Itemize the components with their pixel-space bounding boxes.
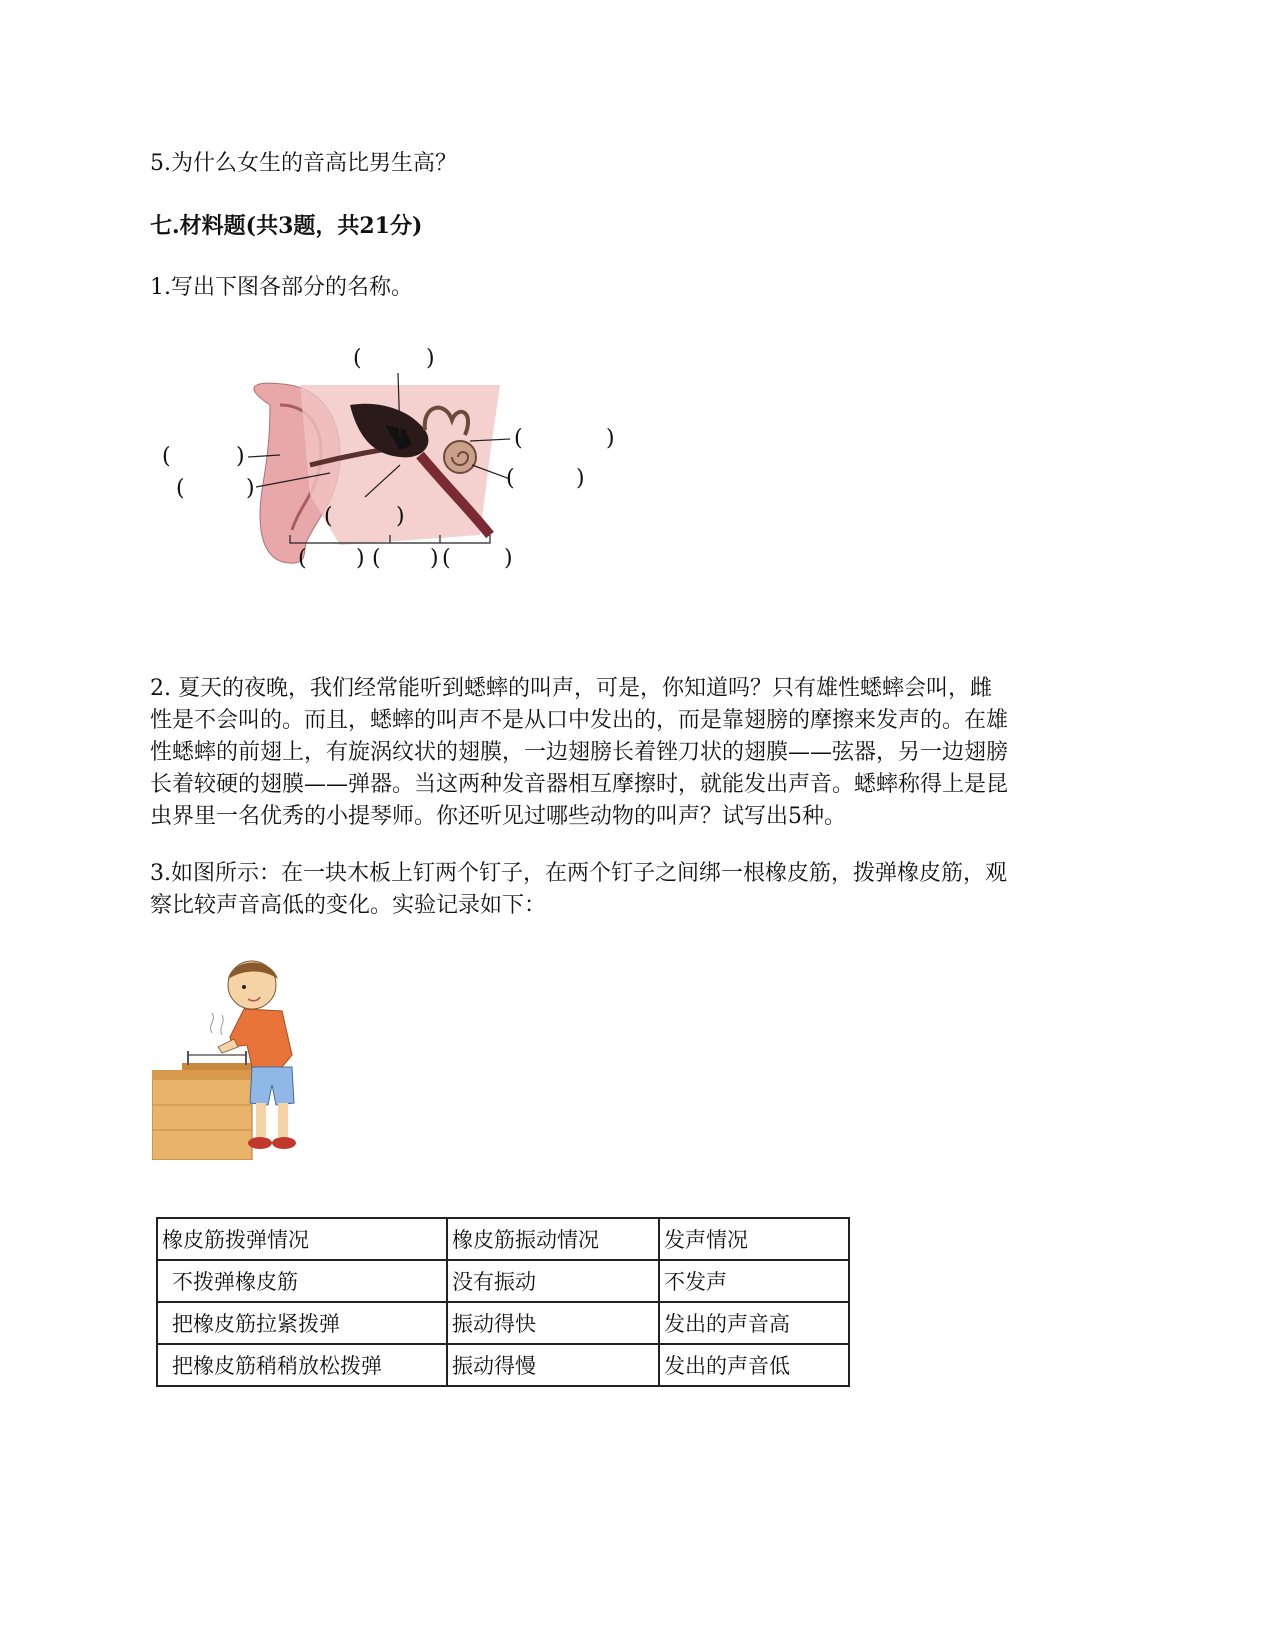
blank-top-close: ) xyxy=(426,346,435,371)
ear-diagram xyxy=(160,345,660,615)
table-cell: 发出的声音高 xyxy=(659,1302,849,1344)
table-header-cell: 发声情况 xyxy=(659,1218,849,1260)
table-cell: 没有振动 xyxy=(447,1260,659,1302)
table-cell: 把橡皮筋稍稍放松拨弹 xyxy=(157,1344,447,1386)
q2-line: 性是不会叫的。而且，蟋蟀的叫声不是从口中发出的，而是靠翅膀的摩擦来发声的。在雄 xyxy=(150,708,1009,733)
blank-top-open: ( xyxy=(353,346,362,371)
q2-line: 2. 夏天的夜晚，我们经常能听到蟋蟀的叫声，可是，你知道吗？只有雄性蟋蟀会叫，雌 xyxy=(150,676,992,701)
wooden-table xyxy=(152,1077,252,1160)
table-row xyxy=(157,1302,849,1344)
q2-line: 虫界里一名优秀的小提琴师。你还听见过哪些动物的叫声？试写出5种。 xyxy=(150,804,846,829)
q3-line: 3.如图所示：在一块木板上钉两个钉子，在两个钉子之间绑一根橡皮筋，拨弹橡皮筋，观 xyxy=(150,861,1007,886)
blank-right2-open: ( xyxy=(506,466,515,491)
cochlea xyxy=(444,441,476,473)
boy-shorts xyxy=(250,1067,294,1105)
wooden-board xyxy=(182,1063,252,1070)
boy-plucking-rubber-band-illustration xyxy=(152,955,312,1160)
blank-mid-open: ( xyxy=(324,504,333,529)
blank-left1-open: ( xyxy=(162,444,171,469)
table-header-cell: 橡皮筋拨弹情况 xyxy=(157,1218,447,1260)
blank-right1-open: ( xyxy=(514,426,523,451)
table-cell: 不发声 xyxy=(659,1260,849,1302)
blank-right2-close: ) xyxy=(576,466,585,491)
question-2 xyxy=(150,673,1110,833)
table-header-row xyxy=(157,1218,849,1260)
table-cell: 振动得慢 xyxy=(447,1344,659,1386)
table-row xyxy=(157,1344,849,1386)
boy-shirt xyxy=(230,1009,292,1067)
blank-bottom3-close: ) xyxy=(504,546,513,571)
q3-line: 察比较声音高低的变化。实验记录如下： xyxy=(150,893,547,918)
blank-left2-open: ( xyxy=(176,476,185,501)
table-cell: 不拨弹橡皮筋 xyxy=(157,1260,447,1302)
q2-line: 长着较硬的翅膜——弹器。当这两种发音器相互摩擦时，就能发出声音。蟋蟀称得上是昆 xyxy=(150,772,1009,797)
q2-line: 性蟋蟀的前翅上，有旋涡纹状的翅膜，一边翅膀长着锉刀状的翅膜——弦器，另一边翅膀 xyxy=(150,740,1009,765)
blank-right1-close: ) xyxy=(606,426,615,451)
question-3 xyxy=(150,858,1110,922)
blank-left1-close: ) xyxy=(236,444,245,469)
table-cell: 振动得快 xyxy=(447,1302,659,1344)
blank-left2-close: ) xyxy=(246,476,255,501)
blank-bottom3-open: ( xyxy=(442,546,451,571)
blank-bottom1-open: ( xyxy=(298,546,307,571)
question-1-prompt: 1.写出下图各部分的名称。 xyxy=(150,275,413,300)
experiment-record-table xyxy=(156,1217,850,1387)
table-header-cell: 橡皮筋振动情况 xyxy=(447,1218,659,1260)
table-cell: 把橡皮筋拉紧拨弹 xyxy=(157,1302,447,1344)
table-cell: 发出的声音低 xyxy=(659,1344,849,1386)
blank-bottom2-open: ( xyxy=(372,546,381,571)
section-heading: 七.材料题(共3题，共21分) xyxy=(150,213,423,239)
table-row xyxy=(157,1260,849,1302)
question-5: 5.为什么女生的音高比男生高？ xyxy=(150,151,457,176)
blank-mid-close: ) xyxy=(396,504,405,529)
blank-bottom2-close: ) xyxy=(430,546,439,571)
blank-bottom1-close: ) xyxy=(356,546,365,571)
